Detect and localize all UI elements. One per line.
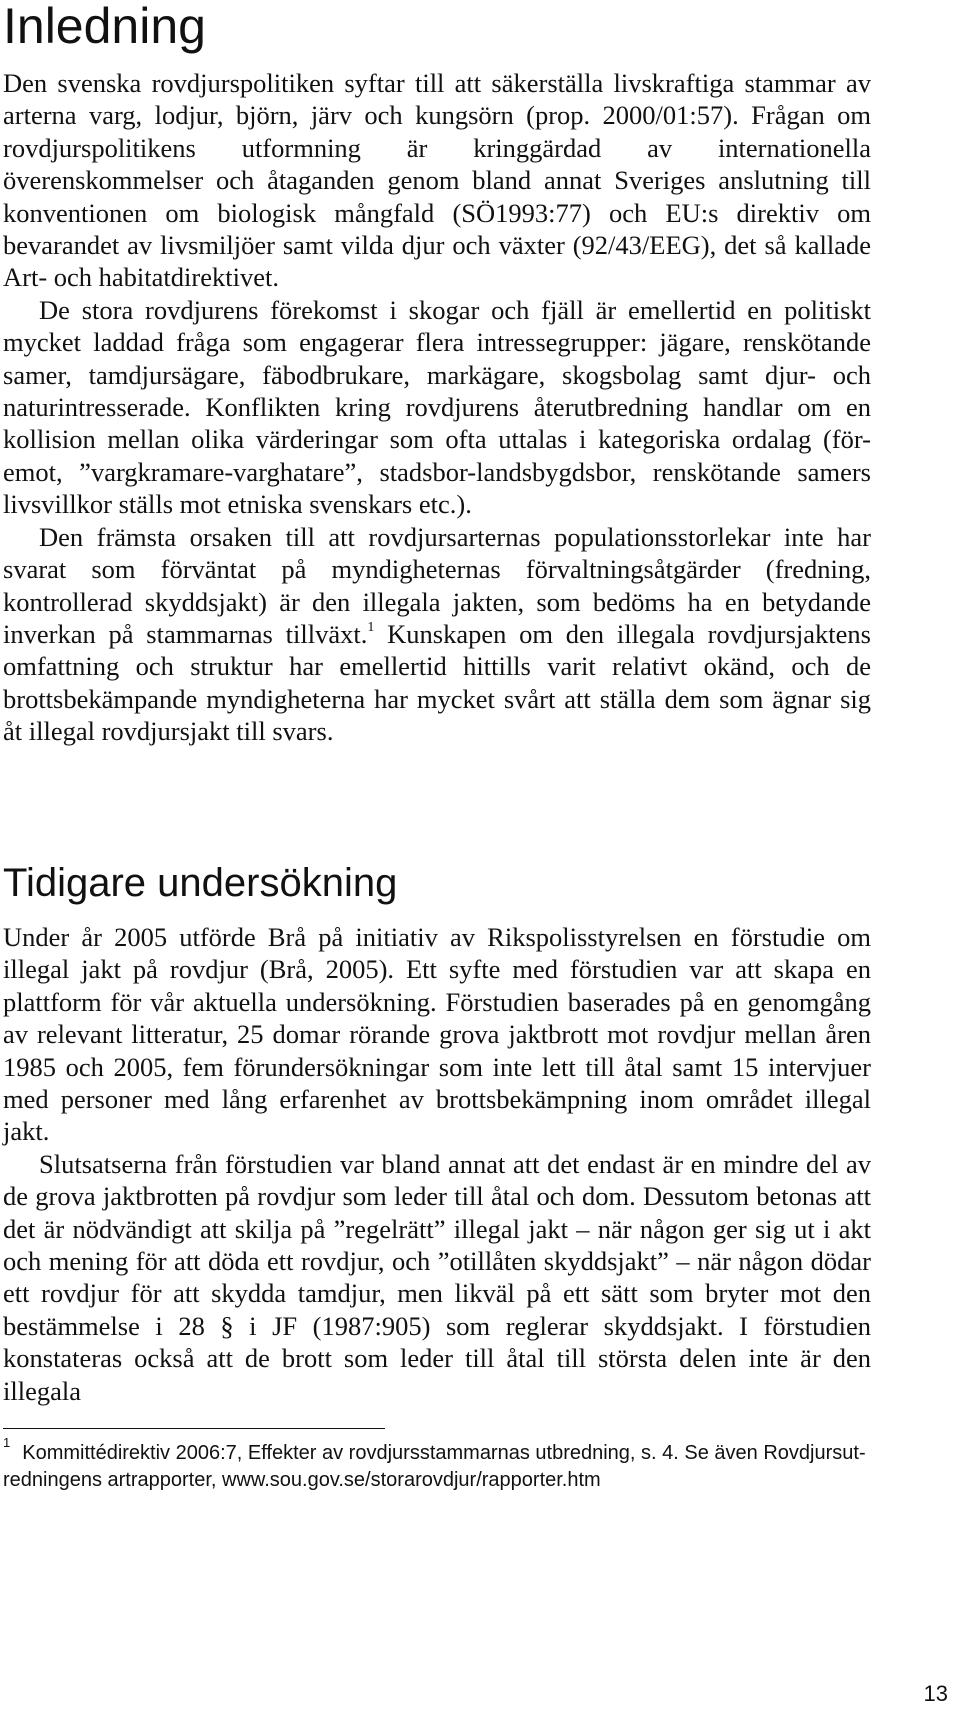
footnote-number: 1	[3, 1435, 11, 1450]
paragraph-text: Den främsta orsaken till att rovdjursarternas populationsstorlekar inte har svarat som förväntat på myndigheternas förvaltningsåtgärder (fredning, kontrollerad skyddsjakt) är den illegala jakten, som bedöms ha en betydande inverkan på stammarnas tillväxt.	[3, 521, 871, 649]
section-inledning-body	[3, 67, 871, 748]
section-heading-inledning: Inledning	[3, 0, 206, 54]
paragraph: De stora rovdjurens förekomst i skogar och fjäll är emellertid en politiskt mycket laddad fråga som engagerar flera intressegrupper: jägare, renskötande samer, tamdjursägare, fäbodbrukare, markägare, skogsbolag samt djur- och naturintresserade. Konflikten kring rovdjurens återutbredning handlar om en kollision mellan olika värderingar som ofta uttalas i kategoriska ordalag (för-emot, ”vargkramare-varghatare”, stadsbor-landsbygdsbor, renskötande samers livsvillkor ställs mot etniska svenskars etc.).	[3, 294, 871, 520]
footnote-reference: 1	[367, 619, 375, 635]
footnote-separator	[3, 1428, 385, 1429]
paragraph-text: Kunskapen om den illegala rovdjursjaktens omfattning och struktur har emellertid hittills varit relativt okänd, och de brottsbekämpande myndigheterna har mycket svårt att ställa dem som ägnar sig åt illegal rovdjursjakt till svars.	[3, 618, 871, 747]
footnote	[3, 1435, 871, 1494]
paragraph	[3, 521, 871, 748]
paragraph: Under år 2005 utförde Brå på initiativ av Rikspolisstyrelsen en förstudie om illegal jakt på rovdjur (Brå, 2005). Ett syfte med förstudien var att skapa en plattform för vår aktuella undersökning. Förstudien baserades på en genomgång av relevant litteratur, 25 domar rörande grova jaktbrott mot rovdjur mellan åren 1985 och 2005, fem förundersökningar som inte lett till åtal samt 15 intervjuer med personer med lång erfarenhet av brottsbekämpning inom området illegal jakt.	[3, 922, 871, 1147]
page-number: 13	[923, 1681, 948, 1706]
paragraph: Slutsatserna från förstudien var bland annat att det endast är en mindre del av de grova jaktbrotten på rovdjur som leder till åtal och dom. Dessutom betonas att det är nödvändigt att skilja på ”regelrätt” illegal jakt – när någon ger sig ut i akt och mening för att döda ett rovdjur, och ”otillåten skyddsjakt” – när någon dödar ett rovdjur för att skydda tamdjur, men likväl på ett sätt som bryter mot den bestämmelse i 28 § i JF (1987:905) som reglerar skyddsjakt. I förstudien konstateras också att de brott som leder till åtal till största delen inte är den illegala	[3, 1148, 871, 1406]
section-heading-tidigare-undersokning: Tidigare undersökning	[3, 861, 398, 905]
paragraph: Den svenska rovdjurspolitiken syftar till att säkerställa livskraftiga stammar av arterna varg, lodjur, björn, järv och kungsörn (prop. 2000/01:57). Frågan om rovdjurspolitikens utformning är kringgärdad av internationella överenskommelser och åtaganden genom bland annat Sveriges anslutning till konventionen om biologisk mångfald (SÖ1993:77) och EU:s direktiv om bevarandet av livsmiljöer samt vilda djur och växter (92/43/EEG), det så kallade Art- och habitatdirektivet.	[3, 68, 871, 293]
footnote-text: Kommittédirektiv 2006:7, Effekter av rovdjursstammarnas utbredning, s. 4. Se även Rovdjursutredningens artrapporter, www.sou.gov.se/storarovdjur/rapporter.htm	[3, 1442, 866, 1491]
section-tidigare-body	[3, 921, 871, 1407]
